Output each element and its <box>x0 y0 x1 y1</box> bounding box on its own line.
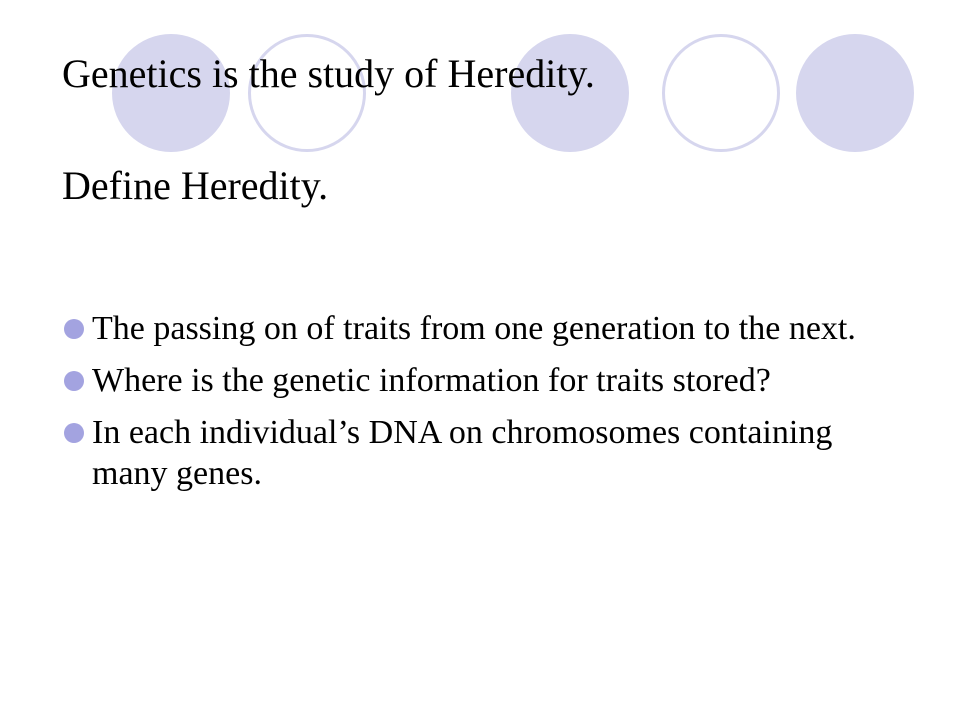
bullet-text: The passing on of traits from one generation to the next. <box>92 310 856 347</box>
bullet-dot-icon <box>64 423 84 443</box>
slide-subtitle: Define Heredity. <box>62 163 329 208</box>
bullet-item <box>62 360 882 401</box>
bullet-text: Where is the genetic information for traits stored? <box>92 362 771 399</box>
bullet-item <box>62 412 882 494</box>
bullet-list <box>62 308 882 505</box>
bullet-dot-icon <box>64 371 84 391</box>
bullet-dot-icon <box>64 319 84 339</box>
bullet-item <box>62 308 882 349</box>
slide-title: Genetics is the study of Heredity. <box>62 51 595 96</box>
bullet-text: In each individual’s DNA on chromosomes containing many genes. <box>92 414 833 492</box>
